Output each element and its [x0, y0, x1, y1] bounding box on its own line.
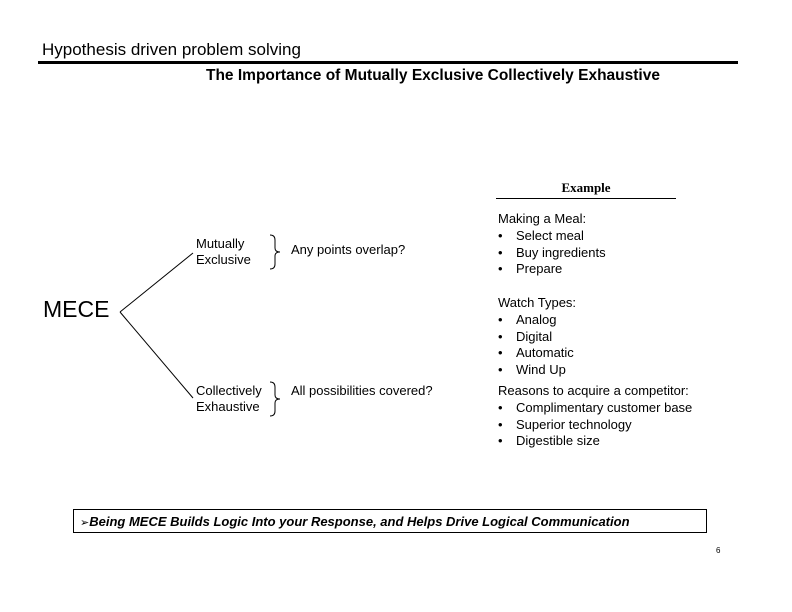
example-group-title: Making a Meal: — [498, 211, 587, 226]
branch-label-line1: Collectively — [196, 383, 262, 398]
example-heading: Example — [496, 180, 676, 199]
brace-icon — [268, 381, 282, 417]
list-item: • Buy ingredients — [498, 245, 606, 262]
list-item: • Wind Up — [498, 362, 576, 379]
brace-icon — [268, 234, 282, 270]
list-item: • Superior technology — [498, 417, 692, 434]
question-covered: All possibilities covered? — [291, 383, 433, 398]
slide-title: Hypothesis driven problem solving — [42, 40, 301, 59]
branch-collectively-exhaustive — [196, 383, 262, 415]
arrow-bullet-icon: ➢ — [80, 516, 90, 529]
list-item: • Select meal — [498, 228, 606, 245]
branch-label-line2: Exhaustive — [196, 399, 260, 414]
example-group-acquire — [498, 383, 692, 450]
list-item: • Analog — [498, 312, 576, 329]
slide-subtitle: The Importance of Mutually Exclusive Collectively Exhaustive — [206, 67, 660, 84]
mece-root-label: MECE — [43, 296, 110, 322]
lower-branch-line — [120, 312, 193, 398]
upper-branch-line — [120, 253, 193, 312]
branch-mutually-exclusive — [196, 236, 251, 268]
list-item: • Automatic — [498, 345, 576, 362]
example-group-meal — [498, 211, 606, 278]
key-message-text: Being MECE Builds Logic Into your Response, and Helps Drive Logical Communication — [89, 514, 630, 529]
example-group-watch — [498, 295, 576, 379]
branch-label-line2: Exclusive — [196, 252, 251, 267]
key-message-box — [73, 509, 707, 533]
example-group-title: Watch Types: — [498, 295, 577, 310]
list-item: • Complimentary customer base — [498, 400, 692, 417]
example-group-title: Reasons to acquire a competitor: — [498, 383, 689, 398]
page-number: 6 — [716, 546, 721, 555]
list-item: • Digital — [498, 329, 576, 346]
branch-label-line1: Mutually — [196, 236, 245, 251]
question-overlap: Any points overlap? — [291, 242, 406, 257]
list-item: • Digestible size — [498, 433, 692, 450]
list-item: • Prepare — [498, 261, 606, 278]
